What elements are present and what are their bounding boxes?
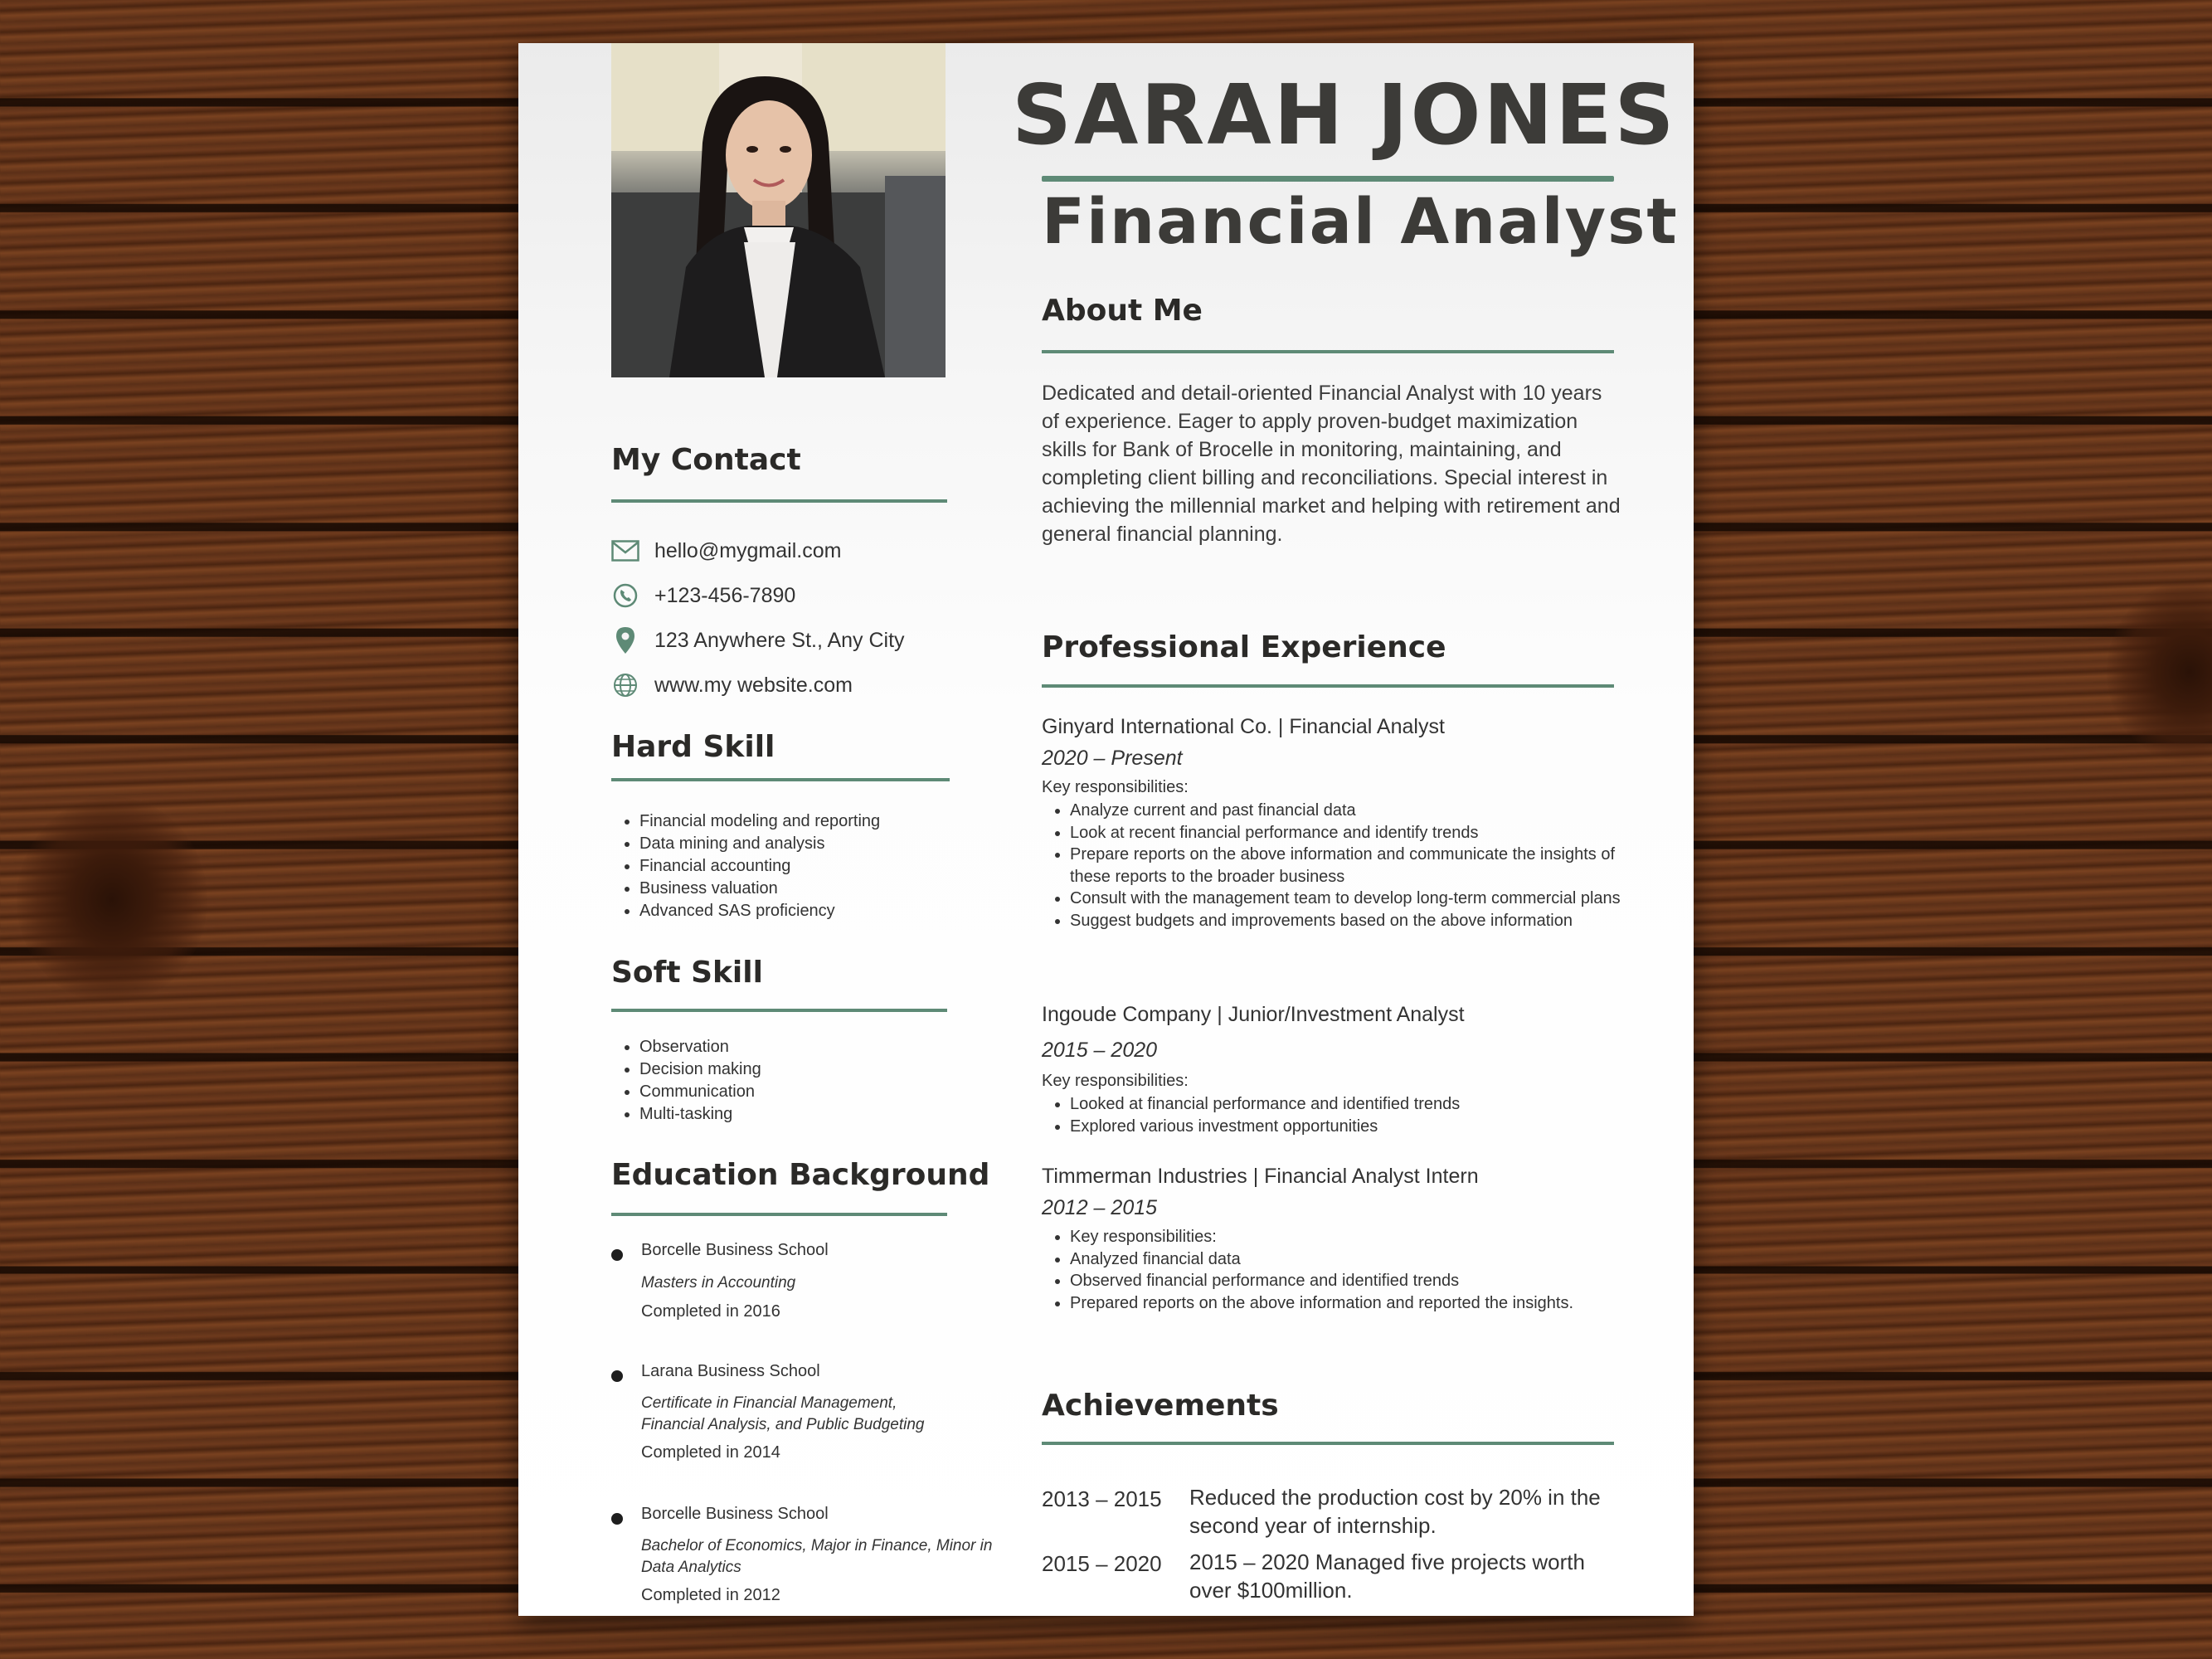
job-heading: Ingoude Company | Junior/Investment Analyst	[1042, 1003, 1465, 1026]
list-item: • Consult with the management team to develop long-term commercial plans	[1070, 888, 1650, 910]
key-responsibilities-label: Key responsibilities:	[1042, 778, 1189, 796]
hard-skill-list	[611, 810, 988, 922]
hard-skill-heading: Hard Skill	[611, 730, 775, 764]
list-item: • Communication	[639, 1081, 988, 1103]
education-degree: Certificate in Financial Management, Financial Analysis, and Public Budgeting	[641, 1394, 925, 1433]
job-heading: Timmerman Industries | Financial Analyst Intern	[1042, 1165, 1479, 1188]
phone-icon	[611, 581, 639, 610]
soft-skill-list	[611, 1036, 988, 1126]
education-degree: Masters in Accounting	[641, 1274, 796, 1292]
list-item: • Business valuation	[639, 878, 988, 900]
list-item: • Suggest budgets and improvements based on the above information	[1070, 910, 1650, 932]
education-completed: Completed in 2012	[641, 1586, 780, 1604]
resume-page	[518, 43, 1694, 1616]
achievement-text: 2015 – 2020 Managed five projects worth over $100million.	[1189, 1550, 1585, 1603]
job-dates: 2015 – 2020	[1042, 1039, 1158, 1062]
responsibility-list	[1042, 1226, 1650, 1314]
list-item: • Observed financial performance and identified trends	[1070, 1270, 1650, 1292]
title-divider	[1042, 176, 1614, 182]
education-item	[611, 1362, 1026, 1486]
achievements-heading: Achievements	[1042, 1389, 1279, 1423]
education-school: Borcelle Business School	[641, 1505, 829, 1523]
job-title: Financial Analyst	[1042, 184, 1679, 258]
responsibility-list	[1042, 1093, 1650, 1137]
profile-photo	[611, 43, 946, 377]
contact-address	[611, 624, 905, 657]
list-item: • Advanced SAS proficiency	[639, 900, 988, 922]
list-item: • Data mining and analysis	[639, 833, 988, 855]
list-item: • Key responsibilities:	[1070, 1226, 1650, 1248]
experience-heading: Professional Experience	[1042, 630, 1446, 664]
education-heading: Education Background	[611, 1158, 990, 1192]
contact-email-text: hello@mygmail.com	[654, 538, 842, 562]
contact-website-text: www.my website.com	[654, 673, 853, 697]
mail-icon	[611, 537, 639, 565]
job-dates: 2020 – Present	[1042, 747, 1183, 770]
list-item: • Look at recent financial performance and identify trends	[1070, 822, 1650, 844]
about-heading: About Me	[1042, 294, 1203, 328]
contact-phone-text: +123-456-7890	[654, 583, 796, 607]
achievement-years: 2015 – 2020	[1042, 1551, 1162, 1576]
contact-heading: My Contact	[611, 443, 801, 477]
achievement-text: Reduced the production cost by 20% in the second year of internship.	[1189, 1485, 1601, 1538]
list-item: • Looked at financial performance and identified trends	[1070, 1093, 1650, 1116]
contact-address-text: 123 Anywhere St., Any City	[654, 628, 905, 652]
education-item	[611, 1241, 1026, 1365]
key-responsibilities-label: Key responsibilities:	[1042, 1072, 1189, 1090]
contact-email[interactable]	[611, 534, 841, 567]
hard-skill-divider	[611, 778, 950, 781]
contact-website[interactable]	[611, 669, 853, 702]
wood-knot	[2107, 581, 2212, 763]
education-completed: Completed in 2014	[641, 1443, 780, 1462]
job-heading: Ginyard International Co. | Financial Analyst	[1042, 715, 1445, 738]
job-dates: 2012 – 2015	[1042, 1196, 1158, 1219]
education-degree: Bachelor of Economics, Major in Finance, Minor in Data Analytics	[641, 1537, 993, 1576]
bullet-icon	[611, 1370, 623, 1382]
list-item: • Explored various investment opportunities	[1070, 1116, 1650, 1138]
about-text: Dedicated and detail-oriented Financial Analyst with 10 years of experience. Eager to apply proven-budget maximization skills for Bank of Brocelle in monitoring, maintaining, and completing client billing and reconciliations. Special interest in achieving the millennial market and helping with retirement and general financial planning.	[1042, 382, 1621, 546]
achievement-years: 2013 – 2015	[1042, 1486, 1162, 1511]
list-item: • Multi-tasking	[639, 1103, 988, 1126]
candidate-name: SARAH JONES	[1012, 66, 1677, 163]
globe-icon	[611, 671, 639, 699]
achievements-divider	[1042, 1442, 1614, 1445]
location-pin-icon	[611, 626, 639, 654]
education-divider	[611, 1213, 947, 1216]
contact-divider	[611, 499, 947, 503]
education-item	[611, 1505, 1026, 1629]
list-item: • Prepare reports on the above information and communicate the insights of these reports to the broader business	[1070, 844, 1650, 888]
bullet-icon	[611, 1513, 623, 1525]
soft-skill-divider	[611, 1009, 947, 1012]
soft-skill-heading: Soft Skill	[611, 956, 763, 990]
experience-divider	[1042, 684, 1614, 688]
education-school: Larana Business School	[641, 1362, 820, 1380]
contact-phone[interactable]	[611, 579, 795, 612]
education-completed: Completed in 2016	[641, 1302, 780, 1321]
list-item: • Observation	[639, 1036, 988, 1058]
responsibility-list	[1042, 800, 1650, 932]
list-item: • Financial modeling and reporting	[639, 810, 988, 833]
list-item: • Decision making	[639, 1058, 988, 1081]
list-item: • Analyze current and past financial data	[1070, 800, 1650, 822]
about-divider	[1042, 350, 1614, 353]
list-item: • Financial accounting	[639, 855, 988, 878]
list-item: • Analyzed financial data	[1070, 1248, 1650, 1271]
education-school: Borcelle Business School	[641, 1241, 829, 1259]
wood-knot	[17, 796, 207, 1004]
bullet-icon	[611, 1249, 623, 1261]
list-item: • Prepared reports on the above information and reported the insights.	[1070, 1292, 1650, 1315]
